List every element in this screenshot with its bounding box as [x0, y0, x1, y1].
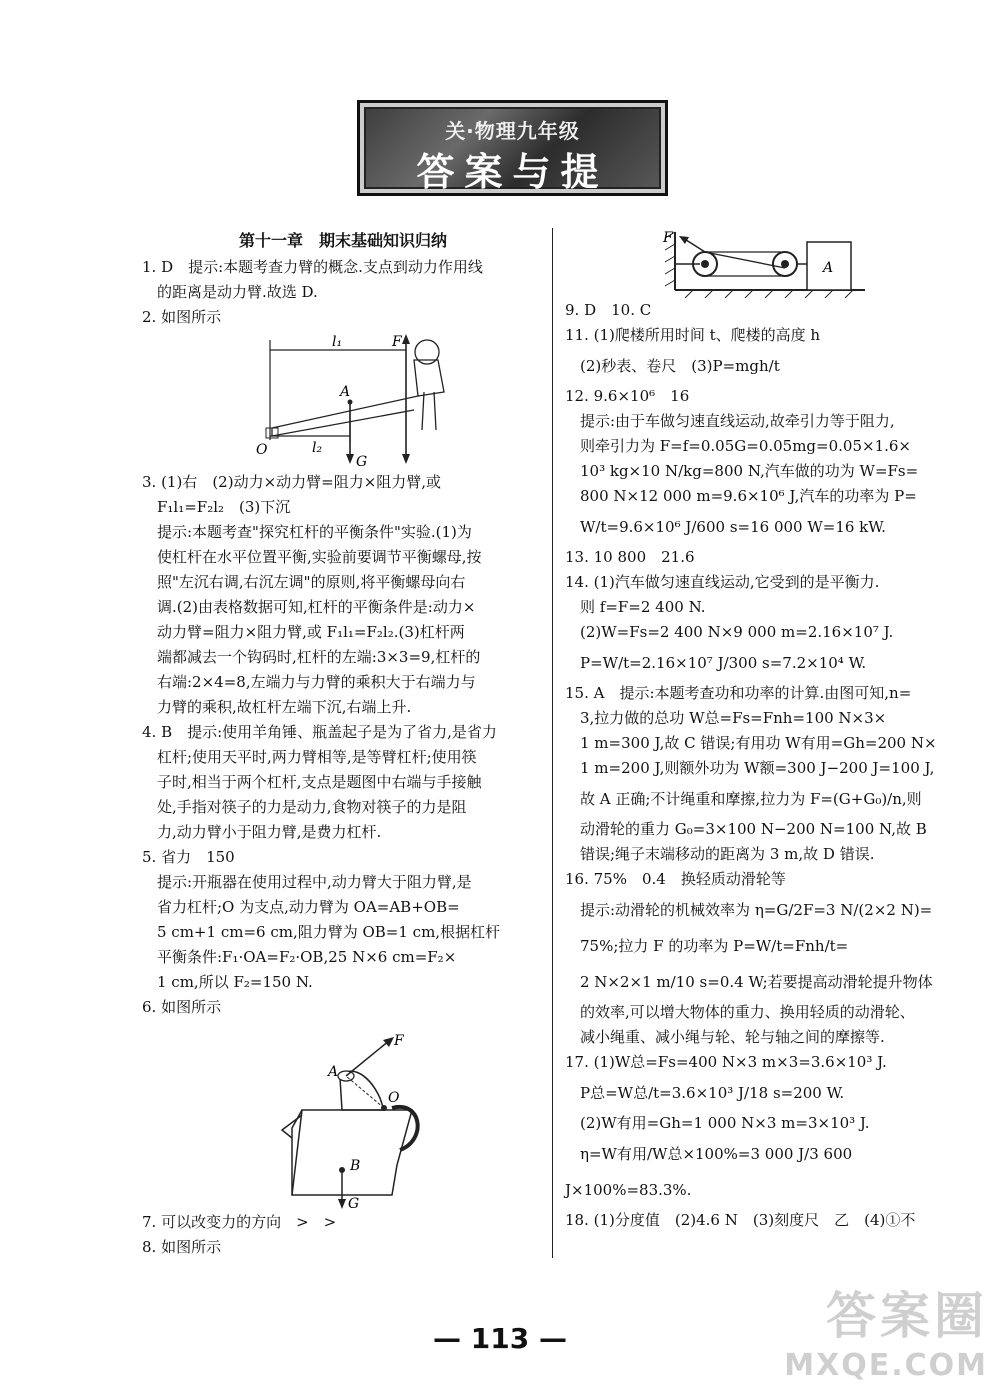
answer-line: 10³ kg×10 N/kg=800 N,汽车做的功为 W=Fs=: [565, 462, 919, 480]
answer-line: P总=W总/t=3.6×10³ J/18 s=200 W.: [565, 1084, 845, 1102]
answer-line: 力臂的乘积,故杠杆左端下沉,右端上升.: [142, 698, 412, 716]
answer-line: 6. 如图所示: [142, 998, 222, 1016]
kettle-diagram: [142, 1020, 544, 1210]
answer-line: 右端:2×4=8,左端力与力臂的乘积大于右端力与: [142, 673, 476, 691]
answer-line: 动滑轮的重力 G₀=3×100 N−200 N=100 N,故 B: [565, 820, 927, 838]
answer-line: 提示:由于车做匀速直线运动,故牵引力等于阻力,: [565, 412, 895, 430]
right-column: [565, 228, 937, 1233]
answer-line: 3. (1)右 (2)动力×动力臂=阻力×阻力臂,或: [142, 473, 442, 491]
page-number: — 113 —: [433, 1322, 567, 1355]
label-G: G: [356, 454, 368, 470]
answer-line: 照"左沉右调,右沉左调"的原则,将平衡螺母向右: [142, 573, 466, 591]
answer-line: 则 f=F=2 400 N.: [565, 598, 706, 616]
answer-line: η=W有用/W总×100%=3 000 J/3 600 J×100%=83.3%.: [565, 1145, 853, 1199]
label-B: B: [350, 1158, 361, 1174]
answer-line: 端都减去一个钩码时,杠杆的左端:3×3=9,杠杆的: [142, 648, 481, 666]
answer-line: W/t=9.6×10⁶ J/600 s=16 000 W=16 kW.: [565, 518, 886, 536]
watermark-logo-text: 答案圈: [826, 1287, 988, 1345]
answer-line: 13. 10 800 21.6: [565, 548, 695, 566]
label-A: A: [823, 260, 834, 276]
banner-title: 答案与提: [416, 150, 609, 194]
pulley-diagram: [565, 228, 937, 298]
answer-line: 4. B 提示:使用羊角锤、瓶盖起子是为了省力,是省力: [142, 723, 497, 741]
answer-line: 8. 如图所示: [142, 1238, 222, 1256]
label-F: F: [392, 334, 402, 350]
answer-line: (2)W有用=Gh=1 000 N×3 m=3×10³ J.: [565, 1114, 870, 1132]
answer-line: 7. 可以改变力的方向 > >: [142, 1213, 337, 1231]
answer-line: 9. D 10. C: [565, 301, 652, 319]
answer-line: 5 cm+1 cm=6 cm,阻力臂为 OB=1 cm,根据杠杆: [142, 923, 501, 941]
answer-line: P=W/t=2.16×10⁷ J/300 s=7.2×10⁴ W.: [565, 654, 867, 672]
banner-subtitle: 关·物理九年级: [445, 119, 580, 143]
answer-line: 1. D 提示:本题考查力臂的概念.支点到动力作用线: [142, 258, 483, 276]
label-A: A: [340, 384, 351, 400]
answer-line: 800 N×12 000 m=9.6×10⁶ J,汽车的功率为 P=: [565, 487, 917, 505]
figure-pulley: [565, 228, 937, 298]
answer-line: 14. (1)汽车做匀速直线运动,它受到的是平衡力.: [565, 573, 880, 591]
answer-line: 16. 75% 0.4 换轻质动滑轮等: [565, 870, 786, 888]
answer-line: 减小绳重、减小绳与轮、轮与轴之间的摩擦等.: [565, 1028, 885, 1046]
answer-line: 75%;拉力 F 的功率为 P=W/t=Fnh/t=: [565, 937, 849, 955]
answer-line: 15. A 提示:本题考查功和功率的计算.由图可知,n=: [565, 684, 912, 702]
answer-line: 提示:动滑轮的机械效率为 η=G/2F=3 N/(2×2 N)=: [565, 901, 933, 919]
answer-line: 1 cm,所以 F₂=150 N.: [142, 973, 313, 991]
pushup-diagram: [142, 330, 544, 470]
answer-line: 的距离是动力臂.故选 D.: [142, 283, 318, 301]
label-O: O: [256, 442, 268, 458]
answer-line: 错误;绳子末端移动的距离为 3 m,故 D 错误.: [565, 845, 875, 863]
label-O: O: [388, 1090, 400, 1106]
answer-line: 17. (1)W总=Fs=400 N×3 m×3=3.6×10³ J.: [565, 1053, 887, 1071]
answer-line: 动力臂=阻力×阻力臂,或 F₁l₁=F₂l₂.(3)杠杆两: [142, 623, 465, 641]
answer-line: (2)W=Fs=2 400 N×9 000 m=2.16×10⁷ J.: [565, 623, 894, 641]
answer-line: 杠杆;使用天平时,两力臂相等,是等臂杠杆;使用筷: [142, 748, 477, 766]
label-F: F: [663, 230, 673, 246]
figure-kettle: [142, 1020, 544, 1210]
answer-line: 2 N×2×1 m/10 s=0.4 W;若要提高动滑轮提升物体: [565, 973, 933, 991]
answer-line: 使杠杆在水平位置平衡,实验前要调节平衡螺母,按: [142, 548, 482, 566]
answer-line: 5. 省力 150: [142, 848, 235, 866]
label-l1: l₁: [332, 334, 343, 350]
answer-line: 11. (1)爬楼所用时间 t、爬楼的高度 h: [565, 326, 821, 344]
answer-line: 调.(2)由表格数据可知,杠杆的平衡条件是:动力×: [142, 598, 476, 616]
answer-line: 处,手指对筷子的力是动力,食物对筷子的力是阻: [142, 798, 467, 816]
watermark-url: MXQE.COM: [784, 1348, 988, 1383]
answer-line: 18. (1)分度值 (2)4.6 N (3)刻度尺 乙 (4)①不: [565, 1211, 916, 1229]
left-column: [142, 228, 544, 1260]
answer-line: 平衡条件:F₁·OA=F₂·OB,25 N×6 cm=F₂×: [142, 948, 457, 966]
answer-line: 12. 9.6×10⁶ 16: [565, 387, 690, 405]
column-divider: [552, 228, 553, 1258]
watermark: [784, 1276, 988, 1383]
answer-line: 1 m=200 J,则额外功为 W额=300 J−200 J=100 J,: [565, 759, 935, 777]
figure-pushup: [142, 330, 544, 470]
answer-line: 力,动力臂小于阻力臂,是费力杠杆.: [142, 823, 382, 841]
answer-line: 省力杠杆;O 为支点,动力臂为 OA=AB+OB=: [142, 898, 460, 916]
label-G: G: [348, 1196, 360, 1210]
title-banner: [357, 100, 668, 196]
answer-line: (2)秒表、卷尺 (3)P=mgh/t: [565, 357, 780, 375]
answer-line: 3,拉力做的总功 W总=Fs=Fnh=100 N×3×: [565, 709, 887, 727]
answer-line: 提示:本题考查"探究杠杆的平衡条件"实验.(1)为: [142, 523, 472, 541]
label-A: A: [328, 1064, 339, 1080]
answer-line: 故 A 正确;不计绳重和摩擦,拉力为 F=(G+G₀)/n,则: [565, 790, 922, 808]
answer-line: 提示:开瓶器在使用过程中,动力臂大于阻力臂,是: [142, 873, 472, 891]
answer-line: 的效率,可以增大物体的重力、换用轻质的动滑轮、: [565, 1003, 915, 1021]
label-F: F: [394, 1033, 404, 1049]
answer-line: 子时,相当于两个杠杆,支点是题图中右端与手接触: [142, 773, 482, 791]
label-l2: l₂: [312, 440, 323, 456]
answer-line: 则牵引力为 F=f=0.05G=0.05mg=0.05×1.6×: [565, 437, 911, 455]
chapter-title: 第十一章 期末基础知识归纳: [238, 231, 447, 250]
answer-line: 1 m=300 J,故 C 错误;有用功 W有用=Gh=200 N×: [565, 734, 937, 752]
answer-line: F₁l₁=F₂l₂ (3)下沉: [142, 498, 291, 516]
answer-line: 2. 如图所示: [142, 308, 222, 326]
